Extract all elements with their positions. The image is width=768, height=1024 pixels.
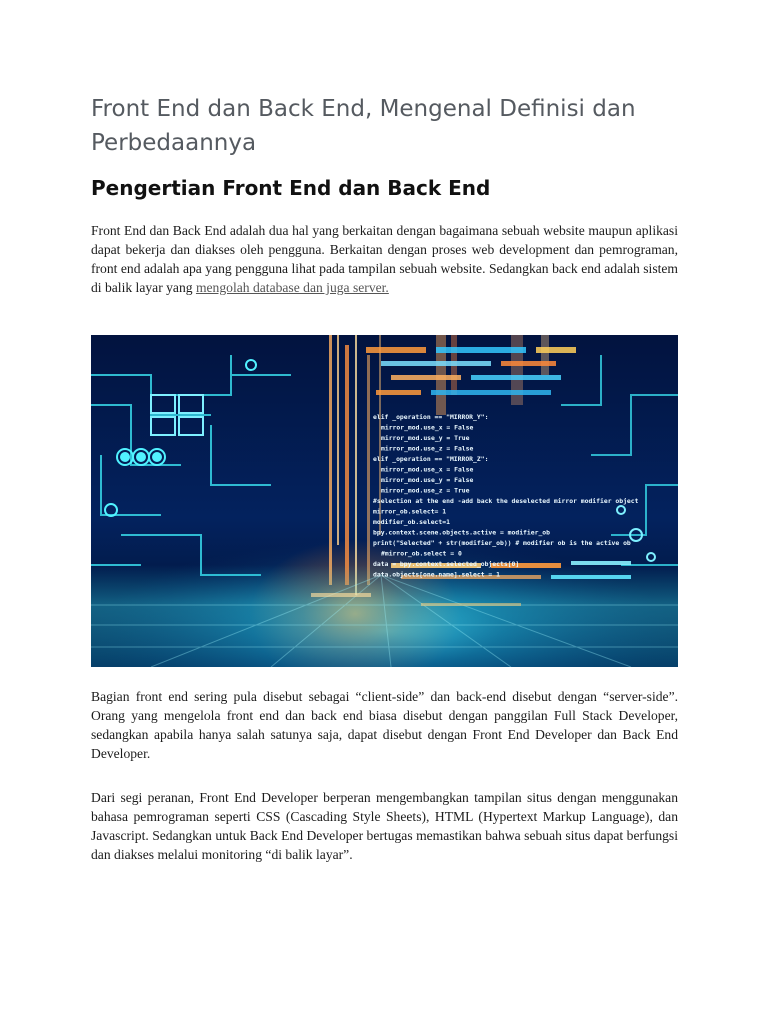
code-line: mirror_mod.use_x = False — [381, 465, 474, 474]
code-line: mirror_mod.use_z = True — [381, 486, 470, 495]
code-line: mirror_mod.use_y = True — [381, 434, 470, 442]
code-line: elif _operation == "MIRROR_Z": — [373, 455, 489, 463]
document-title: Front End dan Back End, Mengenal Definisi dan Perbedaannya — [91, 96, 636, 156]
paragraph-intro-text: Front End dan Back End adalah dua hal yang berkaitan dengan bagaimana sebuah website maupun aplikasi dapat bekerja dan diakses oleh pengguna. Berkaitan dengan proses web development dan pemrograman, front end adalah apa yang pengguna lihat pada tampilan sebuah website. Sedangkan back end adalah sistem di balik layar yang — [91, 223, 678, 295]
paragraph-client-server: Bagian front end sering pula disebut sebagai “client-side” dan back-end disebut dengan “server-side”. Orang yang mengelola front end dan back end biasa disebut dengan panggilan Full Stack Developer, sedangkan apabila hanya salah satunya saja, dapat disebut dengan Front End Developer dan Back End Developer. — [91, 689, 678, 761]
code-line: mirror_mod.use_y = False — [381, 476, 474, 484]
code-line: modifier_ob.select=1 — [373, 518, 450, 526]
code-line: #selection at the end -add back the deselected mirror modifier object — [373, 497, 639, 505]
code-line: data = bpy.context.selected_objects[0] — [373, 560, 520, 568]
section-heading: Pengertian Front End dan Back End — [91, 176, 491, 200]
code-line: #mirror_ob.select = 0 — [381, 549, 462, 558]
code-line: bpy.context.scene.objects.active = modifier_ob — [373, 528, 550, 537]
code-line: mirror_mod.use_z = False — [381, 444, 474, 453]
code-line: data.objects[one.name].select = 1 — [373, 570, 500, 579]
paragraph-roles: Dari segi peranan, Front End Developer berperan mengembangkan tampilan situs dengan menggunakan bahasa pemrograman seperti CSS (Cascading Style Sheets), HTML (Hypertext Markup Language), dan Javascript. Sedangkan untuk Back End Developer bertugas memastikan bahwa sebuah situs dapat berfungsi dan diakses melalui monitoring “di balik layar”. — [91, 790, 678, 862]
code-line: elif _operation == "MIRROR_Y": — [373, 413, 489, 421]
paragraph-intro — [91, 221, 678, 297]
code-line: mirror_mod.use_x = False — [381, 423, 474, 432]
code-line: mirror_ob.select= 1 — [373, 507, 447, 516]
database-server-link[interactable]: mengolah database dan juga server. — [195, 280, 389, 295]
code-illustration-image — [91, 335, 678, 667]
code-line: print("Selected" + str(modifier_ob)) # modifier ob is the active ob — [373, 539, 631, 547]
